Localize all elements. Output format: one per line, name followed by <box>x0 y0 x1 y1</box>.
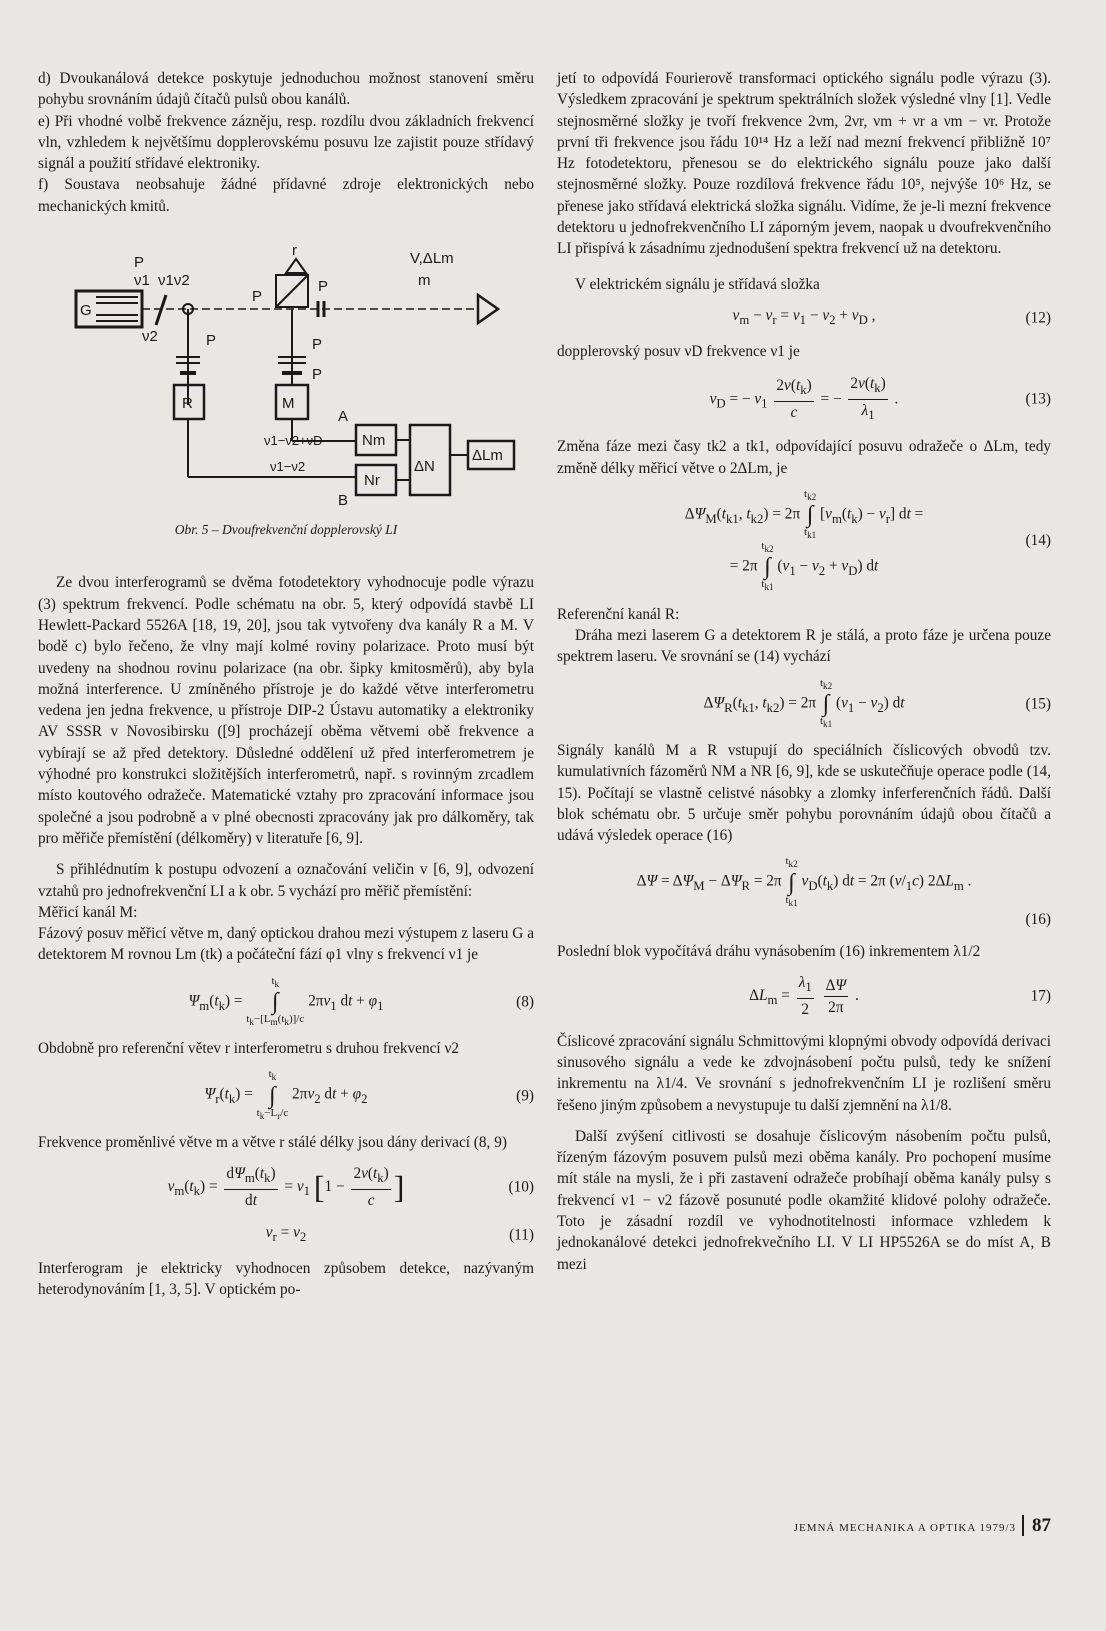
paragraph-6: Interferogram je elektricky vyhodnocen způsobem detekce, nazývaným heterodynováním [1, 3, 5]. V optickém po- <box>38 1260 534 1299</box>
fig-label-r: r <box>292 245 297 260</box>
equation-10-number: (10) <box>508 1178 534 1196</box>
right-paragraph-7: Signály kanálů M a R vstupují do speciálních číslicových obvodů tzv. kumulativních fázoměrů NM a NR [6, 9], kde se uskutečňuje operace podle (14, 15). Počítají se vlastně celistvé násobky a zlomky inferferenčních řádů. Další blok schématu obr. 5 určuje směr pohybu porovnáním údajů obou čítačů a udává výsledek operace (16) <box>557 741 1051 845</box>
paragraph-e: e) Při vhodné volbě frekvence zázněju, resp. rozdílu dvou základních frekvencí vln, vzhledem k největšímu dopplerovskému posuvu lze zajistit pouze střídavý signál a použití střídavé elektroniky. <box>38 112 534 173</box>
fig-label-VLm: V,ΔLm <box>410 250 454 268</box>
journal-name: JEMNÁ MECHANIKA A OPTIKA 1979/3 <box>793 1522 1016 1534</box>
equation-16-number: (16) <box>1025 911 1051 929</box>
equation-12-number: (12) <box>1025 309 1051 327</box>
fig-label-B: B <box>338 492 349 510</box>
equation-17-number: 17) <box>1030 987 1051 1005</box>
right-paragraph-9: Číslicové zpracování signálu Schmittovými klopnými obvody odpovídá derivaci sinusového signálu a vede ke zdvojnásobení počtu pulsů, tedy ke snížení inkrementu na λ1/4. Ve srovnání s jednofrekvenčním LI je rozlišení směru řešeno jiným způsobem a nevystupuje tu další zjemnění na λ1/8. <box>557 1032 1051 1114</box>
equation-13-number: (13) <box>1025 390 1051 408</box>
fig-label-R: R <box>182 395 193 413</box>
paragraph-5: Frekvence proměnlivé větve m a větve r stálé délky jsou dány derivací (8, 9) <box>38 1133 507 1151</box>
fig-label-P2: P <box>318 278 329 296</box>
paragraph-d: d) Dvoukanálová detekce poskytuje jednoduchou možnost stanovení směru pohybu srovnáním údajů čítačů pulsů obou kanálů. <box>38 70 534 109</box>
paragraph-3: Fázový posuv měřicí větve m, daný optickou drahou mezi výstupem z laseru G a detektorem M rovnou Lm (tk) a počáteční fází φ1 vlny s frekvencí ν1 je <box>38 925 534 964</box>
equation-14: $\Delta\Psi_M(t_{k1}$, $t_{k2}) = 2\pi$ $t_{k2}$ ∫ $t_{k1}$ $[\nu_m(t_k) - \nu_r]$ dt = = 2π $t_{k2}$ ∫ $t_{k1}$ $(\nu_1 - \nu_2 + \nu_D)$ dt (14) <box>684 487 1051 593</box>
fig-label-G: G <box>80 302 92 320</box>
subheading-measuring-channel: Měřicí kanál M: <box>38 903 138 921</box>
fig-label-Nr: Nr <box>364 472 380 490</box>
fig-label-P4: P <box>206 332 217 350</box>
fig-label-P6: P <box>312 366 323 384</box>
left-column <box>38 68 534 1301</box>
fig-label-P1: P <box>134 254 145 272</box>
equation-15-number: (15) <box>1025 695 1051 713</box>
figure-5-schematic <box>38 245 534 515</box>
equation-14-number: (14) <box>1025 532 1051 550</box>
fig-label-v1-v2-vD: ν1−ν2+νD <box>264 433 323 449</box>
equation-9-number: (9) <box>516 1086 534 1104</box>
corner-reflector <box>478 295 498 323</box>
fig-label-A: A <box>338 408 349 426</box>
right-column <box>557 68 1051 1275</box>
right-paragraph-1: jetí to odpovídá Fourierově transformaci optického signálu podle výrazu (3). Výsledkem zpracování je spektrum spektrálních složek výsledné vlny [1]. Vedle stejnosměrné složky je tvoří frekvence 2νm, 2νr, νm + νr a νm − νr. Protože první tři frekvence jsou řádu 10¹⁴ Hz a leží nad mezní frekvencí přibližně 10⁷ Hz fotodetektoru, přenesou se do elektrického signálu pouze jako další stejnosměrné složky. Pouze rozdílová frekvence řádu 10⁵, nejvýše 10⁶ Hz, se přenese jako střídavá elektrická složka signálu. Vidíme, že je-li mezní frekvence detektoru u jednofrekvenčního LI záporným jevem, naopak u dvoufrekvenčního LI přispívá k zásadnímu zjednodušení spektra frekvencí už na detektoru. <box>557 70 1051 258</box>
fig-label-v2: ν2 <box>142 328 158 346</box>
paragraph-4: Obdobně pro referenční větev r interferometru s druhou frekvencí ν2 <box>38 1040 460 1058</box>
equation-8-number: (8) <box>516 993 534 1011</box>
fig-label-v1v2: ν1ν2 <box>158 272 190 290</box>
fig-label-v1-v2: ν1−ν2 <box>270 459 306 475</box>
equation-9: $\Psi_r(t_k) = t_k$ ∫ $t_k-L_r/c$ $2\pi\nu_2$ dt + $\varphi_2$ (9) <box>204 1068 534 1121</box>
paragraph-2: S přihlédnutím k postupu odvození a označování veličin v [6, 9], odvození vztahů pro jednofrekvenční LI a k obr. 5 vychází pro měřič přemístění: <box>38 861 534 900</box>
paragraph-1: Ze dvou interferogramů se dvěma fotodetektory vyhodnocuje podle výrazu (3) spektrum frekvencí. Podle schématu na obr. 5, který odpovídá stavbě LI Hewlett-Packard 5526A [18, 19, 20], jsou tak vytvořeny dva kanály R a M. V bodě c) bylo řečeno, že vlny mají kolmé roviny polarizace. Proto musí být uvedeny na shodnou rovinu polarizace (na obr. šipky kmitosměrů), aby byla možná interference. U zmíněného přístroje je do každé větve interferometru vedena jen jedna frekvence, u přístroje DIP-2 Ústavu automatiky a elektroniky AV SSSR v Novosibirsku ([9] procházejí oběma větvemi obě frekvence a vybírají se až před detektory. Důsledné oddělení už před interferometrem je výhodné pro konstrukci složitějších interferometrů, např. s rovinným zrcadlem místo koutového odražeče. Matematické vztahy pro zpracování informace jsou společné a jsou podrobně a v plné obecnosti zpracovány jak pro dálkoměry, tak pro měřiče přemístění (délkoměry) v literatuře [6, 9]. <box>38 574 534 847</box>
equation-11-number: (11) <box>509 1226 534 1244</box>
right-paragraph-6: Dráha mezi laserem G a detektorem R je stálá, a proto fáze je určena pouze spektrem laseru. Ve srovnání se (14) vychází <box>557 626 1051 666</box>
fig-label-deltaLm: ΔLm <box>472 447 503 465</box>
equation-11: $\nu_r = \nu_2$ (11) <box>265 1223 534 1244</box>
equation-8: $\Psi_m(t_k) = t_k$ ∫ $t_k-[L_m(t_k)]/c$ $2\pi\nu_1$ dt + $\varphi_1$ (8) <box>188 974 534 1028</box>
right-paragraph-2: V elektrickém signálu je střídavá složka <box>575 275 820 293</box>
page-number: 87 <box>1022 1515 1051 1536</box>
paragraph-f: f) Soustava neobsahuje žádné přídavné zdroje elektronických nebo mechanických kmitů. <box>38 176 534 215</box>
equation-16: $\Delta\Psi = \Delta\Psi_M - \Delta\Psi_R = 2\pi$ $t_{k2}$ ∫ $t_{k1}$ $\nu_D(t_k)$ dt = 2π $(\nu/_1c)$ $2\Delta L_m$ . (16) <box>557 856 1051 930</box>
right-paragraph-4: Změna fáze mezi časy tk2 a tk1, odpovídající posuvu odražeče o ΔLm, tedy změně délky měřicí větve o 2ΔLm, je <box>557 438 1051 477</box>
fig-label-M: M <box>282 395 295 413</box>
figure-caption: Obr. 5 – Dvoufrekvenční dopplerovský LI <box>174 522 398 538</box>
fig-label-m: m <box>418 272 431 290</box>
fig-label-deltaN: ΔN <box>414 458 435 476</box>
right-paragraph-8: Poslední blok vypočítává dráhu vynásobením (16) inkrementem λ1/2 <box>557 942 981 960</box>
right-paragraph-10: Další zvýšení citlivosti se dosahuje číslicovým násobením počtu pulsů, řízeným fázovým posuvem pulsů mezi oběma kanály. Pro pochopení musíme mít stále na mysli, že i při zastavení odražeče probíhají oběma kanály pulsy s frekvencí ν1 − ν2 fázově posunuté podle okamžité klidové polohy odražeče. Toto je zásadní rozdíl ve vyhodnotitelnosti informace vzhledem k jednokanálové detekci jednofrekvečního LI. V LI HP5526A se do míst A, B mezi <box>557 1127 1051 1273</box>
equation-15: $\Delta\Psi_R(t_{k1}$, $t_{k2}) = 2\pi$ $t_{k2}$ ∫ $t_{k1}$ $(\nu_1 - \nu_2)$ dt (15) <box>703 676 1051 729</box>
right-paragraph-3: dopplerovský posuv νD frekvence ν1 je <box>557 343 800 361</box>
page-footer <box>794 1515 1051 1537</box>
equation-10: $\nu_m(t_k)$ = $\frac{d\Psi_m(t_k)}{dt}$ = $\nu_1$ [1 − $\frac{2v(t_k)}{c}$ ] (10) <box>167 1165 534 1210</box>
equation-17: $\Delta L_m$ = $\frac{\lambda_1}{2}$ $\frac{\Delta\Psi}{2\pi}$ . 17) <box>749 974 1051 1019</box>
equation-13: $\nu_D$ = − $\nu_1$ $\frac{2v(t_k)}{c}$ = − $\frac{2v(t_k)}{\lambda_1}$ . (13) <box>709 374 1051 422</box>
fig-label-v1: ν1 <box>134 272 150 290</box>
fig-label-Nm: Nm <box>362 432 386 450</box>
fig-label-P5: P <box>312 336 323 354</box>
subheading-reference-channel: Referenční kanál R: <box>557 605 680 623</box>
fig-label-P3: P <box>252 288 263 306</box>
equation-12: $\nu_m - \nu_r = \nu_1 - \nu_2 + \nu_D$ , (12) <box>732 306 1051 328</box>
